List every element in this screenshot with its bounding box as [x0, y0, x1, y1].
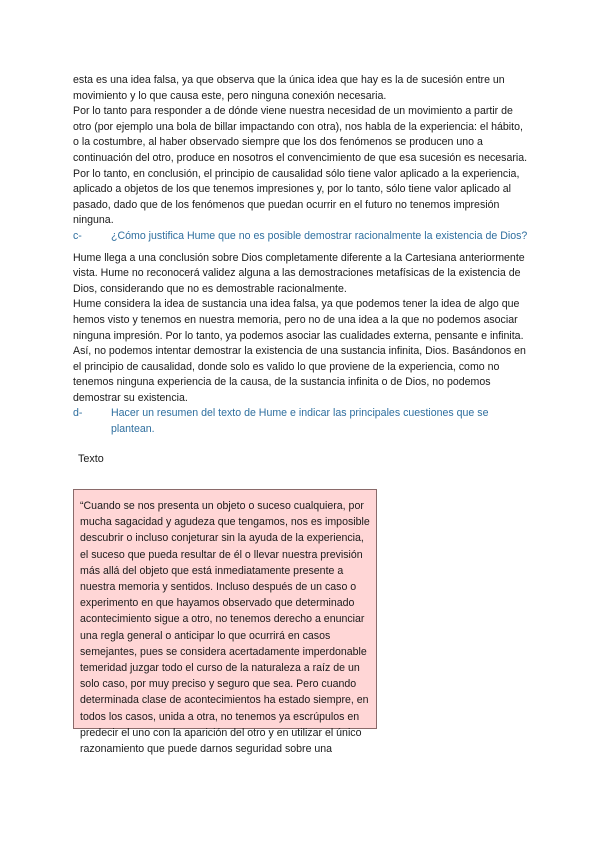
question-d-text: Hacer un resumen del texto de Hume e indicar las principales cuestiones que se plantean.: [111, 407, 489, 436]
paragraph-causality-conclusion: Por lo tanto, en conclusión, el principio de causalidad sólo tiene valor aplicado a la experiencia, aplicado a objetos de los que tenemos impresiones y, por lo tanto, sólo tiene valor aplicado al pasado, dado que de los fenómenos que puedan ocurrir en el futuro no tenemos impresión ninguna.: [73, 167, 520, 227]
paragraph-substance: Hume considera la idea de sustancia una idea falsa, ya que podemos tener la idea de algo que hemos visto y tenemos en nuestra memoria, pero no de una idea a la que no podemos asociar ninguna impresión. Por lo tanto, ya podemos asociar las cualidades externa, pensante e infinita. Así, no podemos intentar demostrar la existencia de una sustancia infinita, Dios. Basándonos en el principio de causalidad, donde solo es valido lo que proviene de la experiencia, como no tenemos ninguna experiencia de la causa, de la sustancia infinita o de Dios, no podemos demostrar su existencia.: [73, 298, 526, 404]
texto-heading: Texto: [78, 452, 104, 465]
document-body: [73, 73, 531, 467]
hume-quote-text: “Cuando se nos presenta un objeto o suceso cualquiera, por mucha sagacidad y agudeza que tengamos, nos es imposible descubrir o incluso conjeturar sin la ayuda de la experiencia, el suceso que pueda resultar de él o llevar nuestra previsión más allá del objeto que está inmediatamente presente a nuestra memoria y sentidos. Incluso después de un caso o experimento en que hayamos observado que determinado acontecimiento sigue a otro, no tenemos derecho a enunciar una regla general o anticipar lo que ocurrirá en casos semejantes, pues se considera acertadamente imperdonable temeridad juzgar todo el curso de la naturaleza a raíz de un solo caso, por muy preciso y seguro que sea. Pero cuando determinada clase de acontecimientos ha estado siempre, en todos los casos, unida a otra, no tenemos ya escrúpulos en predecir el uno con la aparición del otro y en utilizar el único razonamiento que puede darnos seguridad sobre una: [80, 500, 370, 756]
question-d: [73, 406, 531, 437]
paragraph-experience-habit: Por lo tanto para responder a de dónde viene nuestra necesidad de un movimiento a partir de otro (por ejemplo una bola de billar impactando con otra), nos habla de la experiencia: el hábito, o la costumbre, al haber observado siempre que los dos fenómenos se producen uno a continuación del otro, produce en nosotros el convencimiento de que esa sucesión es necesaria.: [73, 105, 528, 164]
hume-quote-box: [73, 489, 377, 756]
question-c-letter: c-: [73, 229, 82, 242]
question-d-letter: d-: [73, 407, 83, 420]
question-c-text: ¿Cómo justifica Hume que no es posible demostrar racionalmente la existencia de Dios?: [111, 229, 528, 242]
question-c: [73, 229, 531, 245]
paragraph-hume-god: Hume llega a una conclusión sobre Dios completamente diferente a la Cartesiana anteriormente vista. Hume no reconocerá validez alguna a las demostraciones metafísicas de la existencia de Dios, considerando que no es demostrable racionalmente.: [73, 251, 525, 295]
paragraph-causal-idea: esta es una idea falsa, ya que observa que la única idea que hay es la de sucesión entre un movimiento y lo que causa este, pero ninguna conexión necesaria.: [73, 74, 505, 102]
